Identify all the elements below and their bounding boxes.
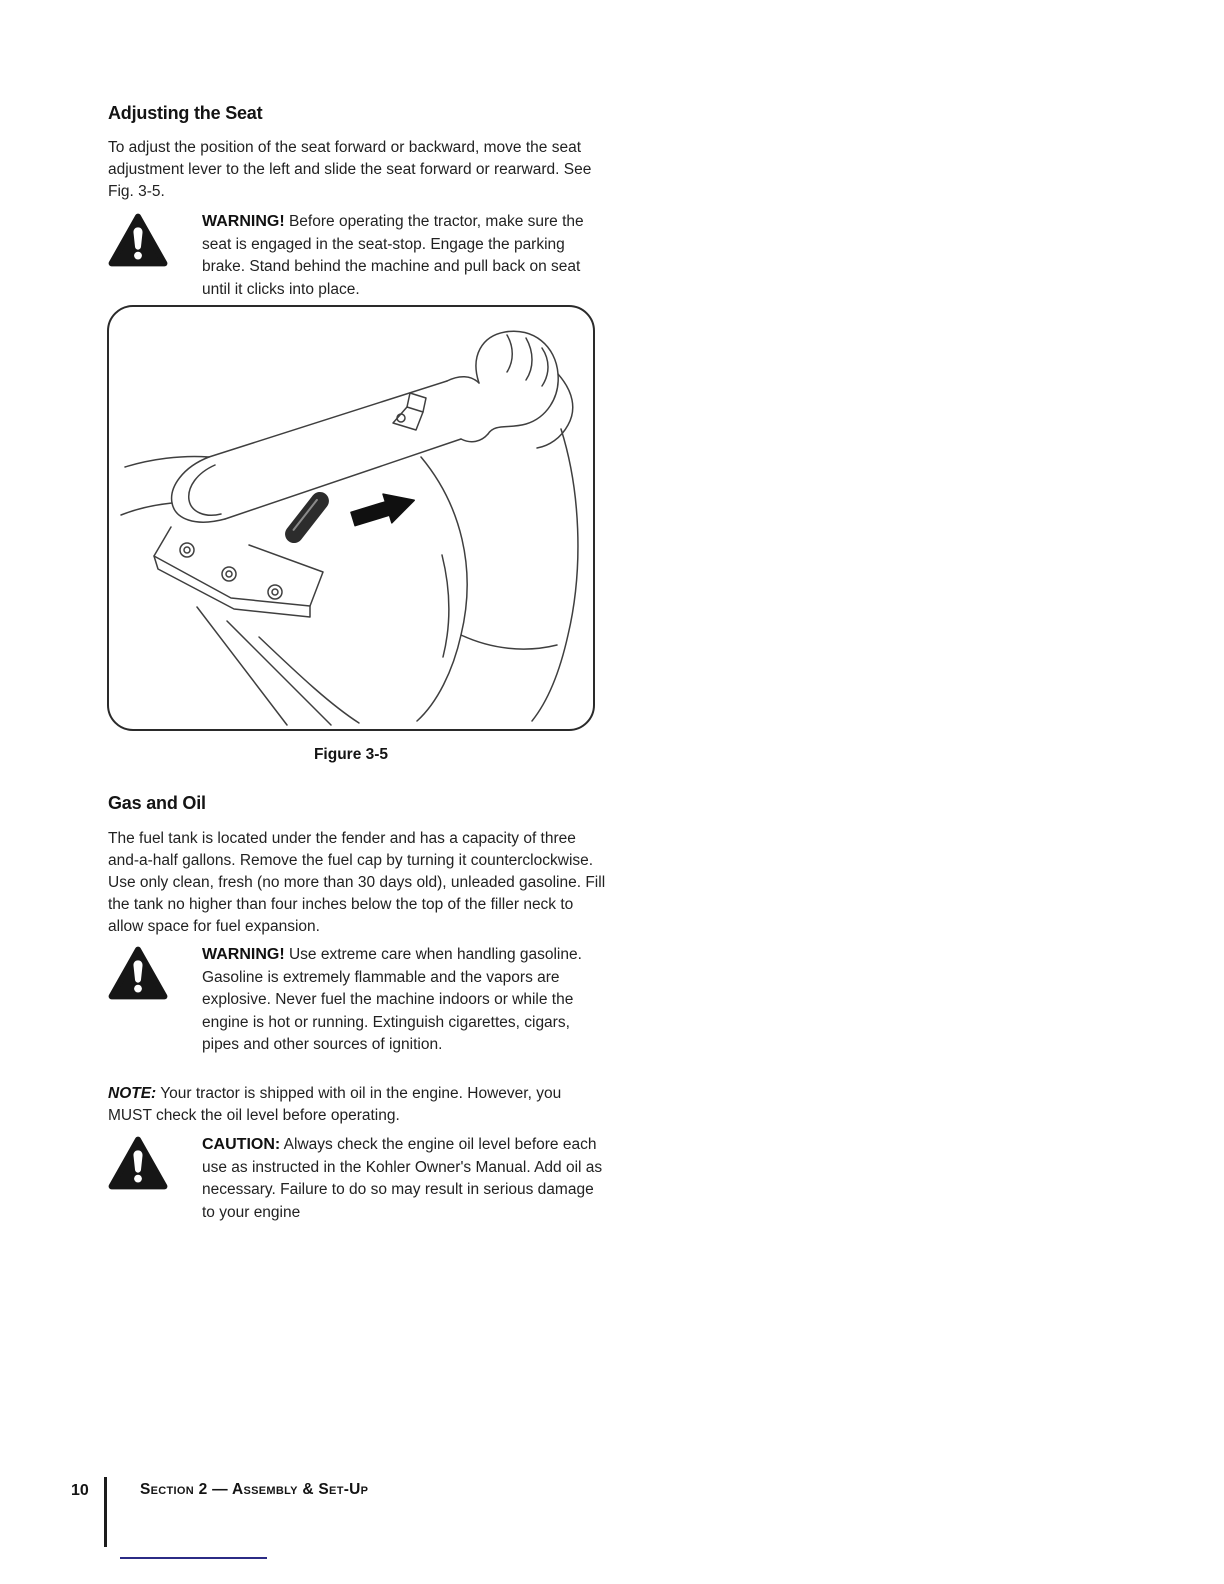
page-number: 10 <box>71 1482 89 1499</box>
oil-note <box>108 1083 608 1127</box>
footer-divider <box>104 1477 107 1547</box>
warning-triangle-icon <box>108 211 170 272</box>
note-text: Your tractor is shipped with oil in the engine. However, you MUST check the oil level before operating. <box>108 1085 562 1124</box>
warning-text: Use extreme care when handling gasoline. Gasoline is extremely flammable and the vapors are explosive. Never fuel the machine indoors or while the engine is hot or running. Extinguish cigarettes, cigars, pipes and other sources of ignition. <box>202 946 582 1053</box>
bottom-rule <box>120 1557 267 1559</box>
fuel-warning-callout <box>108 944 606 1057</box>
figure-3-5-illustration <box>109 307 593 729</box>
warning-triangle-icon <box>108 944 170 1005</box>
figure-3-5-frame <box>107 305 595 731</box>
oil-caution-text-block <box>202 1134 608 1224</box>
section-heading-adjusting-seat: Adjusting the Seat <box>108 103 263 123</box>
figure-3-5-caption: Figure 3-5 <box>313 746 389 763</box>
oil-caution-callout <box>108 1134 608 1224</box>
fuel-warning-text-block <box>202 944 604 1057</box>
caution-label: CAUTION: <box>202 1136 281 1153</box>
gas-and-oil-intro: The fuel tank is located under the fender and has a capacity of three and-a-half gallons. Remove the fuel cap by turning it counterclockwise. Use only clean, fresh (no more than 30 days old), unleaded gasoline. Fill the tank no higher than four inches below the top of the filler neck to allow space for fuel expansion. <box>108 830 606 935</box>
seat-warning-text-block <box>202 211 600 301</box>
warning-text: Before operating the tractor, make sure the seat is engaged in the seat-stop. Engage the parking brake. Stand behind the machine and pull back on seat until it clicks into place. <box>202 213 584 298</box>
adjusting-seat-intro: To adjust the position of the seat forward or backward, move the seat adjustment lever to the left and slide the seat forward or rearward. See Fig. 3-5. <box>108 139 592 200</box>
footer-section-label: Section 2 — Assembly & Set-Up <box>140 1481 369 1498</box>
seat-warning-callout <box>108 211 602 301</box>
warning-label: WARNING! <box>202 213 285 230</box>
note-label: NOTE: <box>108 1085 157 1102</box>
section-heading-gas-and-oil: Gas and Oil <box>108 793 206 813</box>
caution-text: Always check the engine oil level before each use as instructed in the Kohler Owner's Manual. Add oil as necessary. Failure to do so may result in serious damage to your engine <box>202 1136 603 1221</box>
warning-label: WARNING! <box>202 946 285 963</box>
caution-triangle-icon <box>108 1134 170 1195</box>
